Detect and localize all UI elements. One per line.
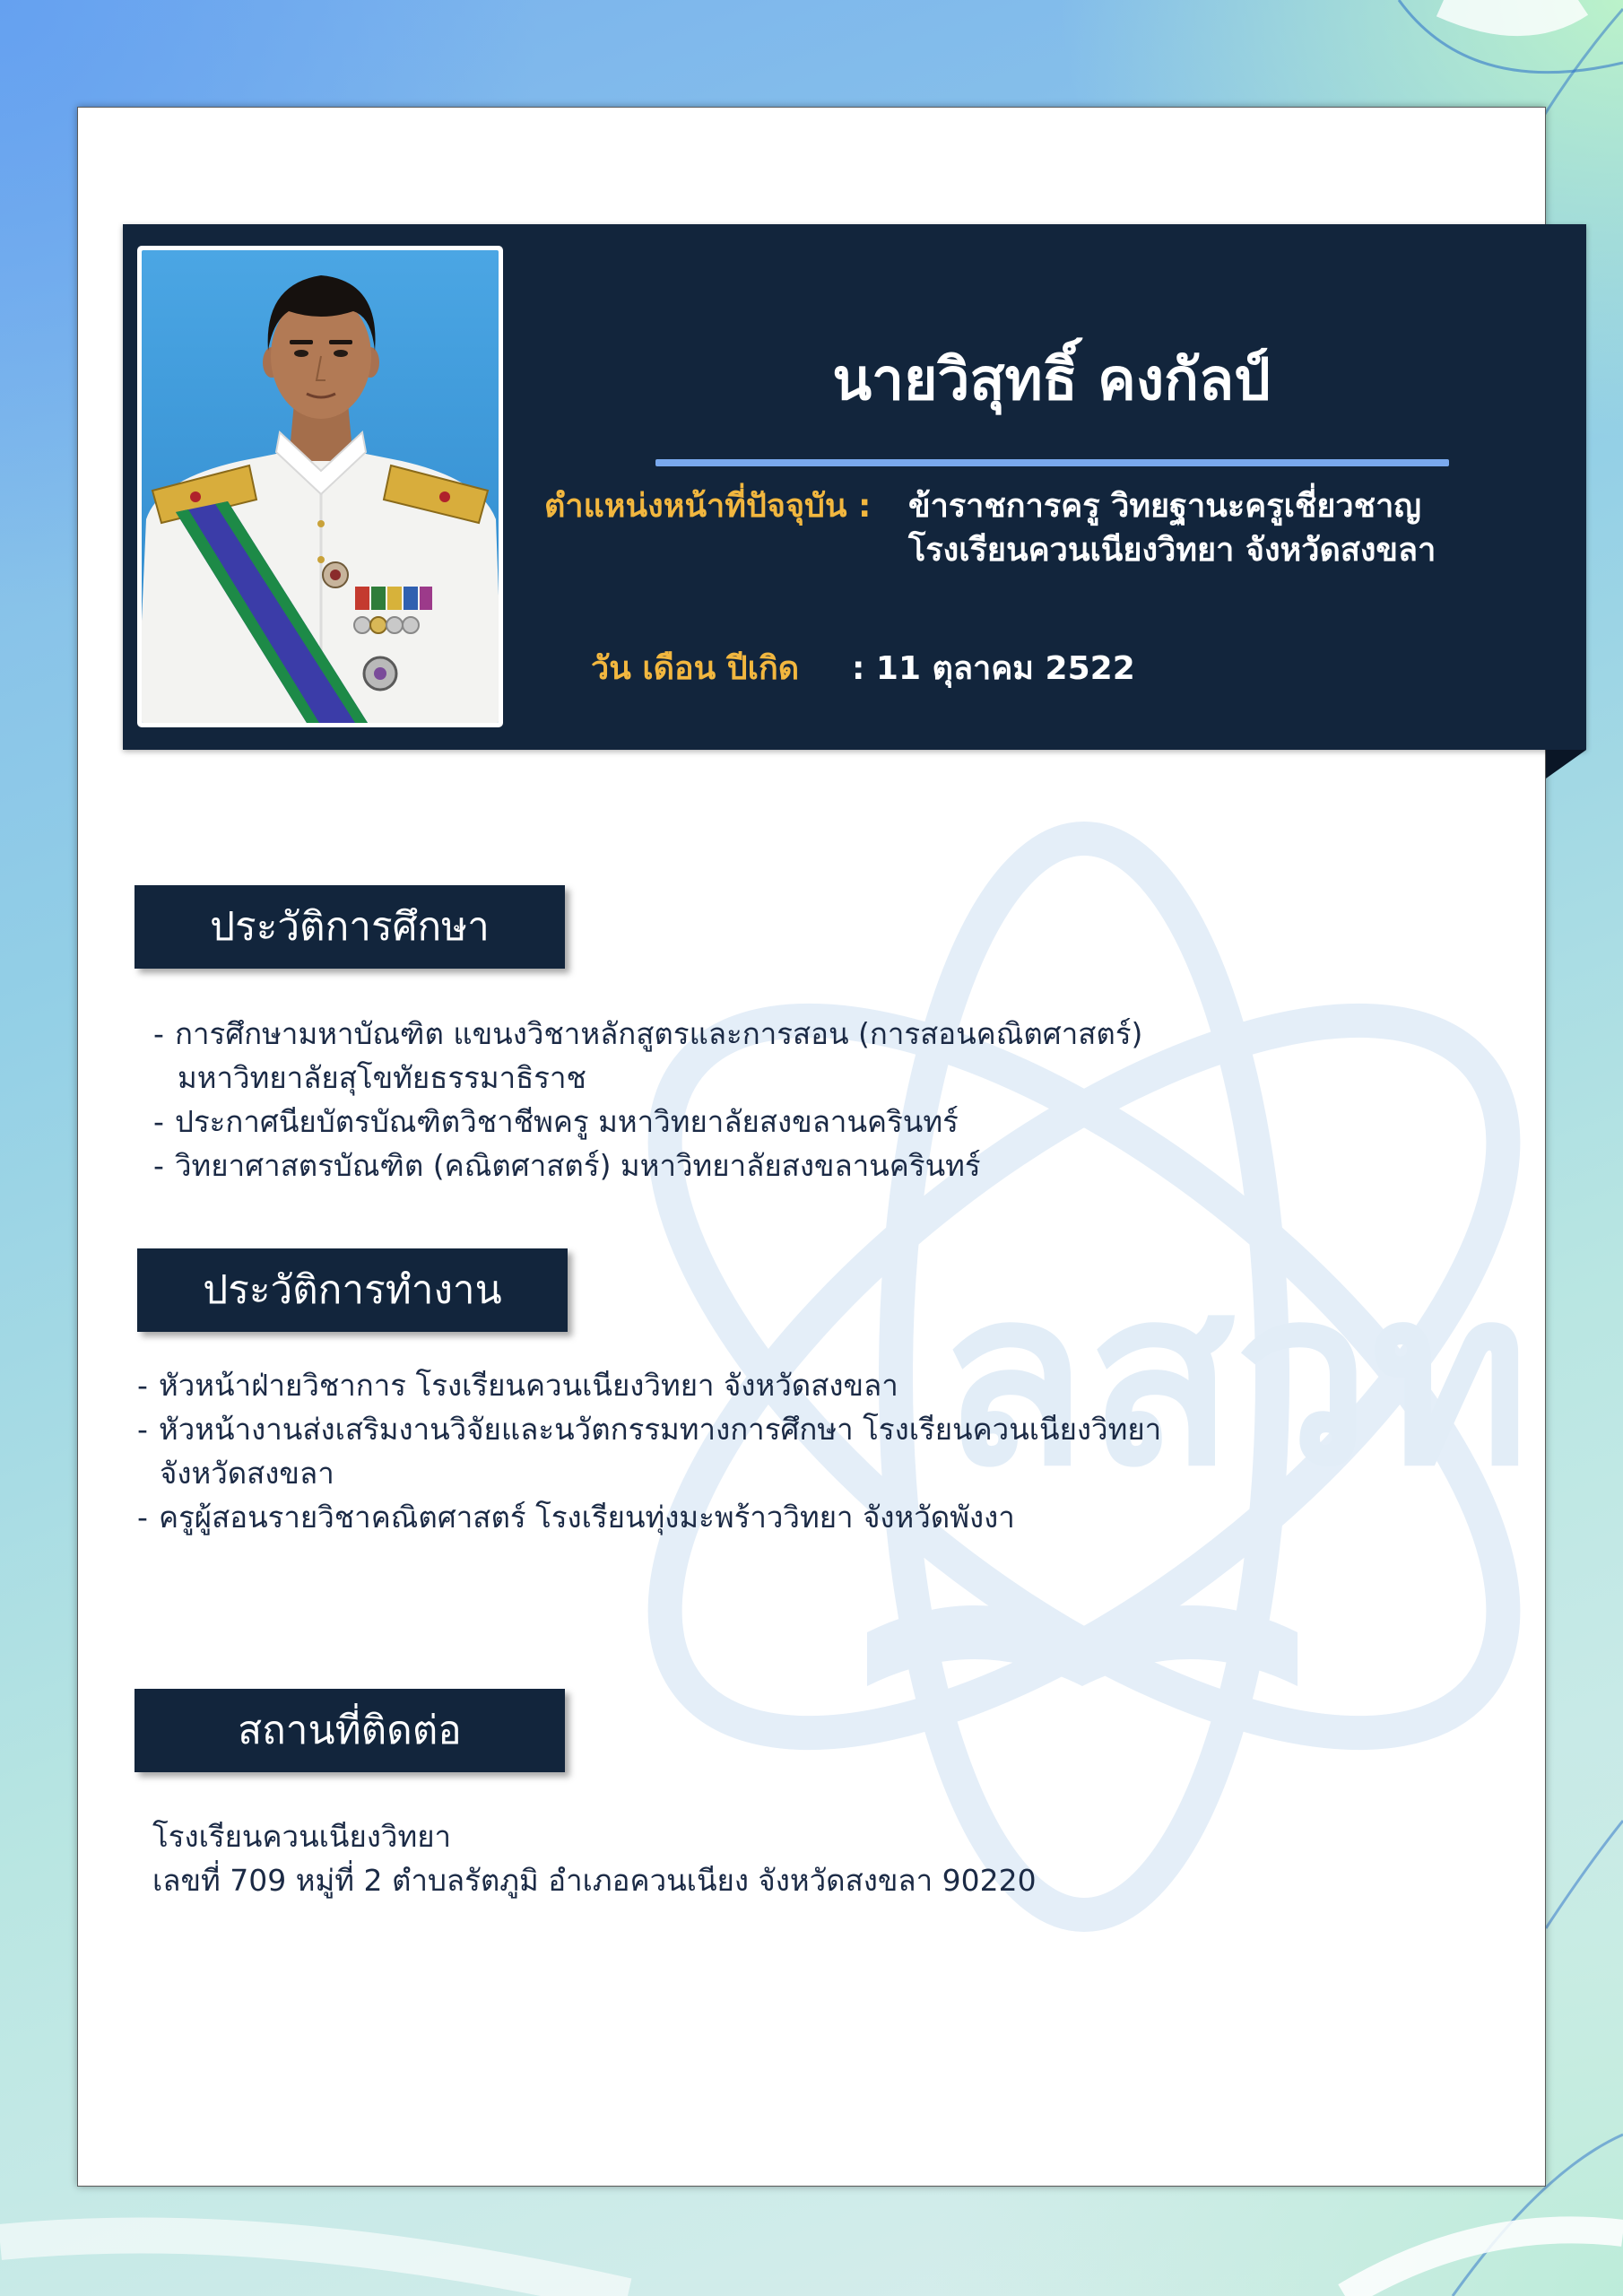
position-value-line-2: โรงเรียนควนเนียงวิทยา จังหวัดสงขลา	[908, 532, 1436, 569]
list-bullet: -	[137, 1368, 148, 1403]
birth-date-label: วัน เดือน ปีเกิด	[591, 650, 800, 687]
list-bullet: -	[137, 1500, 148, 1535]
work-item-text: หัวหน้างานส่งเสริมงานวิจัยและนวัตกรรมทางการศึกษา โรงเรียนควนเนียงวิทยา	[159, 1412, 1162, 1447]
contact-heading: สถานที่ติดต่อ	[135, 1689, 565, 1772]
work-item-text: หัวหน้าฝ่ายวิชาการ โรงเรียนควนเนียงวิทยา จังหวัดสงขลา	[159, 1368, 898, 1403]
list-bullet: -	[153, 1104, 164, 1139]
education-item-text: ประกาศนียบัตรบัณฑิตวิชาชีพครู มหาวิทยาลัยสงขลานครินทร์	[175, 1104, 959, 1139]
work-item	[137, 1407, 1161, 1451]
position-label: ตำแหน่งหน้าที่ปัจจุบัน :	[544, 488, 872, 525]
work-item	[137, 1495, 1015, 1539]
work-item-text: ครูผู้สอนรายวิชาคณิตศาสตร์ โรงเรียนทุ่งมะพร้าววิทยา จังหวัดพังงา	[159, 1500, 1015, 1535]
profile-photo	[137, 246, 503, 727]
education-item	[153, 1012, 1142, 1056]
work-item-continuation: จังหวัดสงขลา	[160, 1456, 334, 1491]
education-item-continuation: มหาวิทยาลัยสุโขทัยธรรมาธิราช	[178, 1060, 586, 1095]
list-bullet: -	[153, 1148, 164, 1183]
position-value-line-1: ข้าราชการครู วิทยฐานะครูเชี่ยวชาญ	[908, 488, 1421, 525]
education-item	[153, 1100, 959, 1144]
profile-name: นายวิสุทธิ์ คงกัลป์	[832, 347, 1271, 413]
name-underline	[655, 459, 1449, 466]
header-fold-corner	[1546, 750, 1586, 778]
education-item-text: การศึกษามหาบัณฑิต แขนงวิชาหลักสูตรและการสอน (การสอนคณิตศาสตร์)	[175, 1016, 1143, 1051]
work-heading: ประวัติการทำงาน	[137, 1248, 568, 1332]
list-bullet: -	[153, 1016, 164, 1051]
watermark-text: ลสวท	[939, 1237, 1531, 1519]
education-item	[153, 1144, 981, 1187]
education-item-text: วิทยาศาสตรบัณฑิต (คณิตศาสตร์) มหาวิทยาลัยสงขลานครินทร์	[175, 1148, 981, 1183]
birth-date-value: : 11 ตุลาคม 2522	[852, 650, 1135, 687]
list-bullet: -	[137, 1412, 148, 1447]
portrait-photo-icon	[142, 250, 499, 723]
education-heading: ประวัติการศึกษา	[135, 885, 565, 969]
work-item	[137, 1363, 898, 1407]
contact-address: เลขที่ 709 หมู่ที่ 2 ตำบลรัตภูมิ อำเภอควนเนียง จังหวัดสงขลา 90220	[152, 1863, 1037, 1898]
contact-school: โรงเรียนควนเนียงวิทยา	[152, 1819, 452, 1854]
